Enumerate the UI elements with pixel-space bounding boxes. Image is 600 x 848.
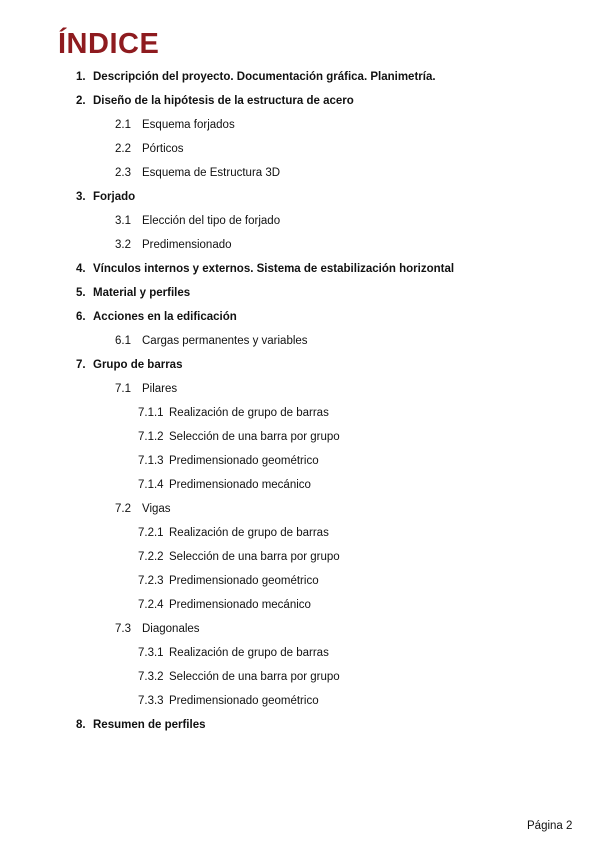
toc-entry-label: Realización de grupo de barras: [169, 527, 329, 539]
toc-entry-number: 7.: [76, 359, 86, 371]
toc-entry-label: Resumen de perfiles: [93, 719, 206, 731]
toc-entry-number: 7.2: [115, 503, 131, 515]
toc-entry-label: Grupo de barras: [93, 359, 183, 371]
toc-entry-label: Selección de una barra por grupo: [169, 671, 340, 683]
toc-entry-number: 7.2.3: [138, 575, 164, 587]
toc-entry[interactable]: [76, 69, 436, 85]
toc-entry[interactable]: [115, 333, 308, 349]
toc-entry[interactable]: [76, 285, 190, 301]
toc-entry[interactable]: [115, 117, 235, 133]
toc-entry-number: 7.1.4: [138, 479, 164, 491]
toc-entry-label: Vínculos internos y externos. Sistema de estabilización horizontal: [93, 263, 455, 275]
toc-entry-label: Predimensionado geométrico: [169, 575, 319, 587]
toc-entry-label: Esquema de Estructura 3D: [142, 167, 281, 179]
toc-entry-label: Material y perfiles: [93, 287, 191, 299]
toc-entry[interactable]: [115, 381, 177, 397]
toc-entry-label: Elección del tipo de forjado: [142, 215, 281, 227]
toc-entry-number: 8.: [76, 719, 86, 731]
toc-entry-number: 7.1: [115, 383, 131, 395]
toc-entry[interactable]: [138, 453, 319, 469]
toc-entry-number: 6.: [76, 311, 86, 323]
toc-entry-label: Predimensionado geométrico: [169, 455, 319, 467]
toc-entry[interactable]: [115, 501, 171, 517]
toc-entry-label: Predimensionado mecánico: [169, 479, 311, 491]
toc-entry[interactable]: [115, 237, 232, 253]
toc-entry[interactable]: [76, 189, 135, 205]
toc-entry-label: Predimensionado mecánico: [169, 599, 311, 611]
page-number: Página 2: [527, 820, 573, 832]
toc-entry-number: 7.2.2: [138, 551, 164, 563]
toc-entry-number: 7.3.1: [138, 647, 164, 659]
toc-entry-label: Realización de grupo de barras: [169, 647, 329, 659]
toc-entry-number: 2.3: [115, 167, 131, 179]
toc-entry-number: 7.2.4: [138, 599, 164, 611]
toc-entry[interactable]: [76, 717, 205, 733]
toc-entry-label: Selección de una barra por grupo: [169, 431, 340, 443]
toc-entry-number: 7.3.2: [138, 671, 164, 683]
toc-entry[interactable]: [115, 165, 280, 181]
toc-entry-number: 4.: [76, 263, 86, 275]
toc-entry[interactable]: [76, 93, 354, 109]
toc-entry-number: 7.1.1: [138, 407, 164, 419]
toc-entry-label: Descripción del proyecto. Documentación gráfica. Planimetría.: [93, 71, 436, 83]
toc-entry-number: 3.: [76, 191, 86, 203]
toc-entry-label: Pórticos: [142, 143, 184, 155]
toc-entry-number: 7.1.3: [138, 455, 164, 467]
toc-entry-label: Esquema forjados: [142, 119, 235, 131]
toc-entry[interactable]: [138, 597, 311, 613]
toc-entry[interactable]: [115, 141, 184, 157]
toc-entry-number: 5.: [76, 287, 86, 299]
toc-entry[interactable]: [138, 693, 319, 709]
toc-entry-label: Predimensionado geométrico: [169, 695, 319, 707]
toc-entry-label: Forjado: [93, 191, 136, 203]
toc-entry-number: 7.2.1: [138, 527, 164, 539]
toc-entry-number: 2.: [76, 95, 86, 107]
toc-entry-number: 6.1: [115, 335, 131, 347]
toc-entry-label: Realización de grupo de barras: [169, 407, 329, 419]
toc-entry-number: 2.2: [115, 143, 131, 155]
toc-entry[interactable]: [138, 573, 319, 589]
index-title: ÍNDICE: [58, 28, 160, 60]
toc-entry-number: 3.2: [115, 239, 131, 251]
toc-entry-label: Pilares: [142, 383, 178, 395]
toc-entry[interactable]: [138, 405, 329, 421]
toc-entry-label: Vigas: [142, 503, 171, 515]
toc-entry[interactable]: [138, 549, 340, 565]
toc-entry-number: 7.3: [115, 623, 131, 635]
toc-entry-number: 3.1: [115, 215, 131, 227]
toc-entry-label: Diseño de la hipótesis de la estructura de acero: [93, 95, 354, 107]
toc-entry-number: 7.1.2: [138, 431, 164, 443]
toc-entry[interactable]: [76, 357, 182, 373]
toc-entry-number: 1.: [76, 71, 86, 83]
toc-entry-label: Acciones en la edificación: [93, 311, 237, 323]
toc-entry-label: Predimensionado: [142, 239, 232, 251]
toc-entry[interactable]: [138, 645, 329, 661]
toc-entry[interactable]: [138, 477, 311, 493]
toc-entry[interactable]: [115, 621, 200, 637]
toc-entry[interactable]: [138, 669, 340, 685]
toc-entry[interactable]: [76, 309, 237, 325]
toc-entry[interactable]: [76, 261, 454, 277]
toc-entry[interactable]: [138, 525, 329, 541]
toc-entry-label: Selección de una barra por grupo: [169, 551, 340, 563]
toc-entry-label: Diagonales: [142, 623, 200, 635]
toc-entry[interactable]: [115, 213, 280, 229]
toc-entry[interactable]: [138, 429, 340, 445]
toc-entry-number: 2.1: [115, 119, 131, 131]
toc-entry-number: 7.3.3: [138, 695, 164, 707]
toc-entry-label: Cargas permanentes y variables: [142, 335, 308, 347]
